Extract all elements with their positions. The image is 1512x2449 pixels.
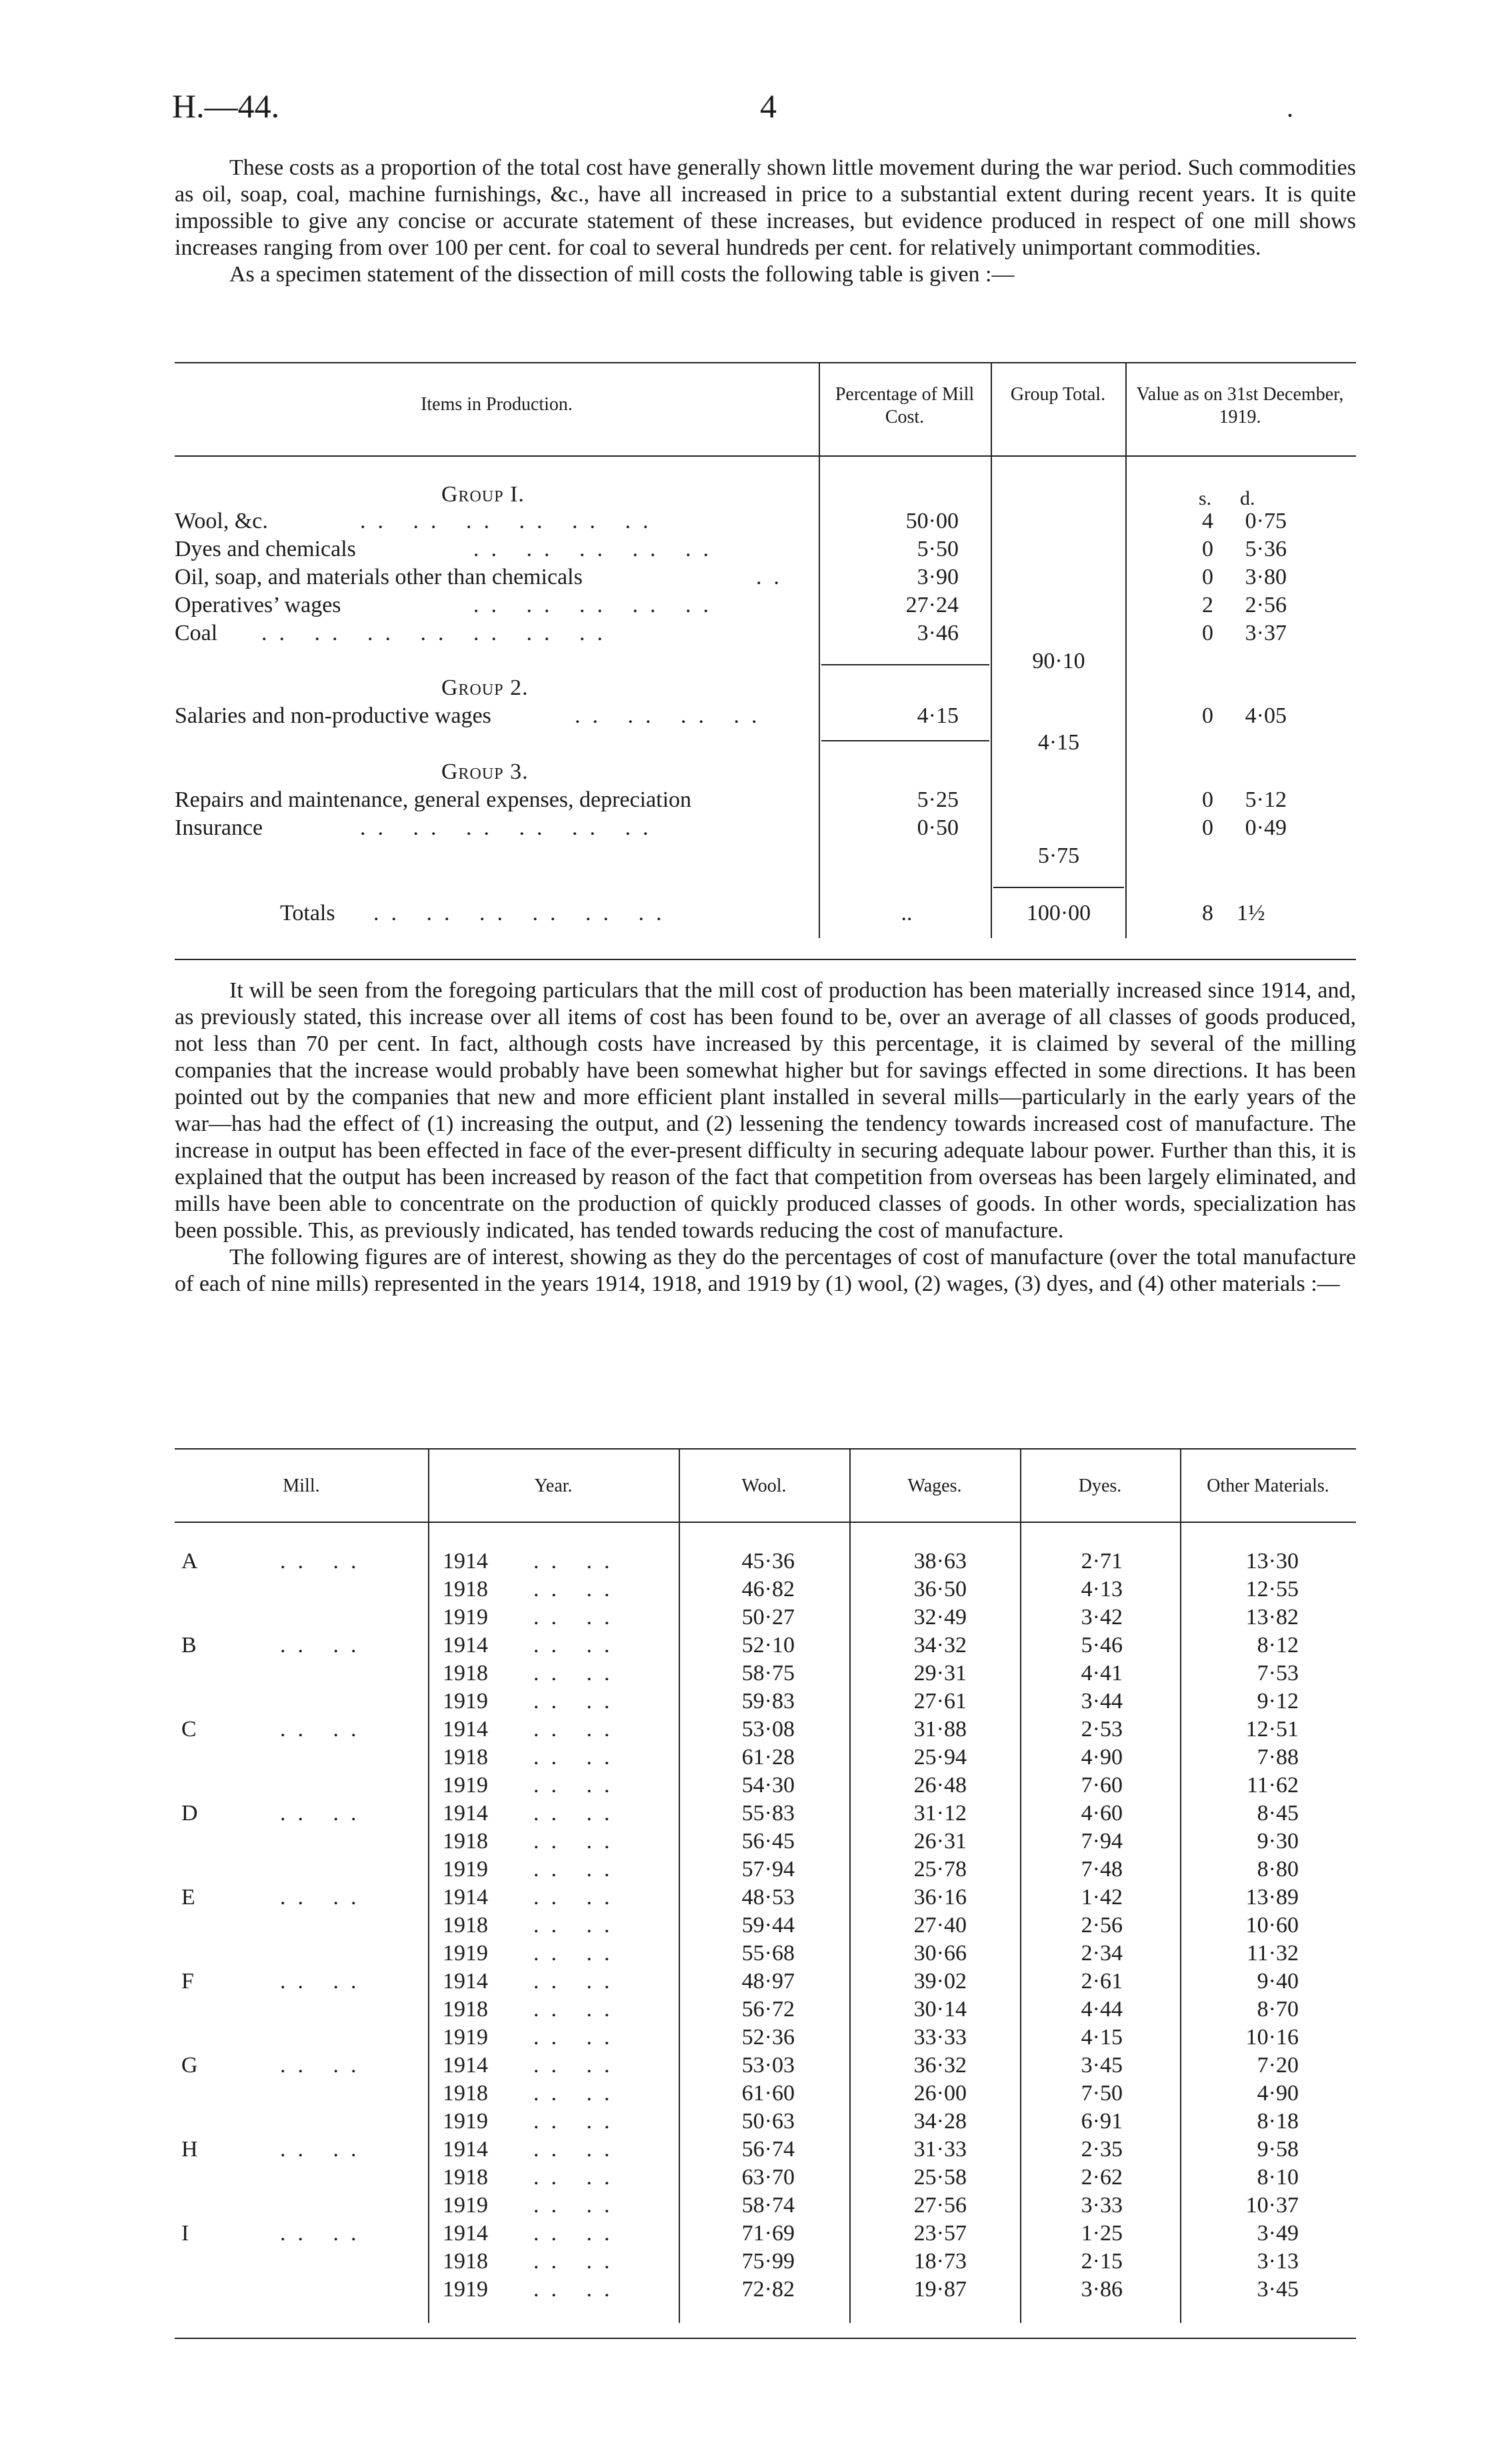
other-materials-cell: 9·12 [1257, 1689, 1299, 1714]
year-cell: 1919 [443, 1605, 488, 1630]
pence-heading: d. [1240, 487, 1255, 509]
shillings-value: 0 [1202, 537, 1213, 561]
year-cell: 1919 [443, 1773, 488, 1798]
leader-dots: .. .. [533, 2277, 622, 2302]
year-cell: 1914 [443, 2137, 488, 2162]
leader-dots: .. .. [280, 1633, 369, 1658]
group-3-total: 5·75 [1037, 843, 1080, 868]
pence-value: 5·12 [1245, 787, 1287, 812]
year-cell: 1919 [443, 2193, 488, 2218]
col-percentage-header: Percentage of Mill Cost. [835, 384, 975, 427]
wages-cell: 33·33 [913, 2025, 967, 2050]
leader-dots: .. .. [533, 1773, 622, 1798]
col-mill-header: Mill. [283, 1476, 320, 1496]
document-code: H.—44. [172, 87, 280, 125]
wool-cell: 75·99 [741, 2249, 795, 2274]
header-mark: . [1287, 93, 1293, 123]
year-cell: 1919 [443, 2025, 488, 2050]
percent-value: 27·24 [905, 593, 959, 617]
discussion-text [175, 977, 1356, 1298]
leader-dots: .. .. [533, 1885, 622, 1910]
leader-dots: .. .. [280, 2053, 369, 2078]
pence-value: 4·05 [1245, 703, 1287, 728]
wool-cell: 48·97 [741, 1969, 795, 1994]
item-label: Salaries and non-productive wages [175, 703, 491, 728]
leader-dots: .. .. [533, 1689, 622, 1714]
year-cell: 1914 [443, 2053, 488, 2078]
shillings-value: 0 [1202, 621, 1213, 645]
year-cell: 1914 [443, 1801, 488, 1826]
wool-cell: 61·60 [741, 2081, 795, 2106]
year-cell: 1918 [443, 2081, 488, 2106]
other-materials-cell: 8·45 [1257, 1801, 1299, 1826]
wool-cell: 56·45 [741, 1829, 795, 1854]
dyes-cell: 3·86 [1081, 2277, 1123, 2302]
leader-dots: .. .. [280, 1549, 369, 1574]
other-materials-cell: 4·90 [1257, 2081, 1299, 2106]
wages-cell: 34·32 [913, 1633, 967, 1658]
leader-dots: .. .. [533, 1913, 622, 1938]
wool-cell: 59·83 [741, 1689, 795, 1714]
pence-value: 5·36 [1245, 537, 1287, 561]
wool-cell: 50·63 [741, 2109, 795, 2134]
item-label: Operatives’ wages [175, 593, 341, 617]
mill-cell: D [181, 1801, 198, 1826]
year-cell: 1914 [443, 1549, 488, 1574]
wages-cell: 26·48 [913, 1773, 967, 1798]
dyes-cell: 2·71 [1081, 1549, 1123, 1574]
shillings-heading: s. [1199, 487, 1212, 509]
wool-cell: 61·28 [741, 1745, 795, 1770]
mill-cell: H [181, 2137, 198, 2162]
wages-cell: 38·63 [913, 1549, 967, 1574]
percent-value: 3·90 [917, 565, 959, 589]
dyes-cell: 2·61 [1081, 1969, 1123, 1994]
wool-cell: 52·36 [741, 2025, 795, 2050]
year-cell: 1919 [443, 2109, 488, 2134]
leader-dots: .. .. [533, 1549, 622, 1574]
year-cell: 1914 [443, 1633, 488, 1658]
col-wages-header: Wages. [907, 1476, 962, 1496]
dyes-cell: 4·15 [1081, 2025, 1123, 2050]
leader-dots: .. .. [533, 1577, 622, 1602]
dyes-cell: 2·56 [1081, 1913, 1123, 1938]
leader-dots: .. .. [533, 2193, 622, 2218]
wages-cell: 26·31 [913, 1829, 967, 1854]
wool-cell: 54·30 [741, 1773, 795, 1798]
dyes-cell: 4·13 [1081, 1577, 1123, 1602]
paragraph: It will be seen from the foregoing particulars that the mill cost of production has been materially increased since 1914, and, as previously stated, this increase over all items of cost has been found to be, over an average of all classes of goods produced, not less than 70 per cent. In fact, although costs have increased by this percentage, it is claimed by several of the milling companies that the increase would probably have been somewhat higher but for savings effected in some directions. It has been pointed out by the companies that new and more efficient plant installed in several mills—particularly in the early years of the war—has had the effect of (1) increasing the output, and (2) lessening the tendency towards increased cost of manufacture. The increase in output has been effected in face of the ever-present difficulty in securing adequate labour power. Further than this, it is explained that the output has been increased by reason of the fact that competition from overseas has been largely eliminated, and mills have been able to concentrate on the production of quickly produced classes of goods. In other words, specialization has been possible. This, as previously indicated, has tended towards reducing the cost of manufacture. [175, 978, 1356, 1243]
dyes-cell: 4·44 [1081, 1997, 1123, 2022]
other-materials-cell: 12·55 [1245, 1577, 1299, 1602]
other-materials-cell: 9·40 [1257, 1969, 1299, 1994]
other-materials-cell: 7·20 [1257, 2053, 1299, 2078]
dyes-cell: 3·42 [1081, 1605, 1123, 1630]
other-materials-cell: 7·88 [1257, 1745, 1299, 1770]
other-materials-cell: 8·70 [1257, 1997, 1299, 2022]
group-1-total: 90·10 [1032, 649, 1085, 673]
percent-value: 3·46 [917, 621, 959, 645]
wool-cell: 55·83 [741, 1801, 795, 1826]
leader-dots: .. .. [533, 2025, 622, 2050]
shillings-value: 0 [1202, 703, 1213, 728]
shillings-value: 0 [1202, 565, 1213, 589]
other-materials-cell: 12·51 [1245, 1717, 1299, 1742]
leader-dots: .. .. [533, 2081, 622, 2106]
year-cell: 1918 [443, 1997, 488, 2022]
wool-cell: 71·69 [741, 2221, 795, 2246]
wages-cell: 27·61 [913, 1689, 967, 1714]
dyes-cell: 2·62 [1081, 2165, 1123, 2190]
paragraph: These costs as a proportion of the total cost have generally shown little movement during the war period. Such commodities as oil, soap, coal, machine furnishings, &c., have all increased in price to a substantial extent during recent years. It is quite impossible to give any concise or accurate statement of these increases, but evidence produced in respect of one mill shows increases ranging from over 100 per cent. for coal to several hundreds per cent. for relatively unimportant commodities. [175, 155, 1356, 260]
wages-cell: 23·57 [913, 2221, 967, 2246]
col-year-header: Year. [534, 1476, 573, 1496]
group-1-label: Group I. [441, 482, 525, 507]
wages-cell: 36·32 [913, 2053, 967, 2078]
percent-value: 5·25 [917, 787, 959, 812]
item-label: Dyes and chemicals [175, 537, 356, 561]
dyes-cell: 6·91 [1081, 2109, 1123, 2134]
pence-value: 2·56 [1245, 593, 1287, 617]
col-value-header: Value as on 31st December, 1919. [1136, 384, 1344, 427]
wool-cell: 59·44 [741, 1913, 795, 1938]
leader-dots: .. .. [280, 1969, 369, 1994]
wool-cell: 72·82 [741, 2277, 795, 2302]
dyes-cell: 1·42 [1081, 1885, 1123, 1910]
year-cell: 1914 [443, 2221, 488, 2246]
dyes-cell: 7·50 [1081, 2081, 1123, 2106]
mill-cell: I [181, 2221, 189, 2246]
dyes-cell: 3·44 [1081, 1689, 1123, 1714]
pence-value: 0·49 [1245, 815, 1287, 840]
col-items-header: Items in Production. [421, 394, 573, 415]
other-materials-cell: 13·89 [1245, 1885, 1299, 1910]
dyes-cell: 7·94 [1081, 1829, 1123, 1854]
other-materials-cell: 8·18 [1257, 2109, 1299, 2134]
col-wool-header: Wool. [741, 1476, 787, 1496]
wool-cell: 56·74 [741, 2137, 795, 2162]
other-materials-cell: 9·58 [1257, 2137, 1299, 2162]
other-materials-cell: 9·30 [1257, 1829, 1299, 1854]
leader-dots: .. .. [533, 1633, 622, 1658]
leader-dots: .. .. [533, 1941, 622, 1966]
col-dyes-header: Dyes. [1078, 1476, 1122, 1496]
wages-cell: 31·88 [913, 1717, 967, 1742]
item-label: Coal [175, 621, 218, 645]
wool-cell: 63·70 [741, 2165, 795, 2190]
wages-cell: 25·94 [913, 1745, 967, 1770]
pence-value: 3·37 [1245, 621, 1287, 645]
wages-cell: 30·66 [913, 1941, 967, 1966]
other-materials-cell: 8·10 [1257, 2165, 1299, 2190]
leader-dots: .. .. [280, 1801, 369, 1826]
other-materials-cell: 3·45 [1257, 2277, 1299, 2302]
other-materials-cell: 10·60 [1245, 1913, 1299, 1938]
other-materials-cell: 11·62 [1246, 1773, 1299, 1798]
leader-dots: .. .. [533, 2109, 622, 2134]
leader-dots: .. .. [533, 2165, 622, 2190]
wages-cell: 19·87 [913, 2277, 967, 2302]
percent-value: 4·15 [917, 703, 959, 728]
leader-dots: .. .. [533, 2137, 622, 2162]
wages-cell: 36·16 [913, 1885, 967, 1910]
mill-cell: C [181, 1717, 197, 1742]
group-2-label: Group 2. [441, 675, 529, 700]
mill-cell: F [181, 1969, 194, 1994]
pence-value: 0·75 [1245, 509, 1287, 533]
other-materials-cell: 13·82 [1245, 1605, 1299, 1630]
other-materials-cell: 13·30 [1245, 1549, 1299, 1574]
paragraph: As a specimen statement of the dissection of mill costs the following table is given :— [229, 262, 1015, 287]
dyes-cell: 3·45 [1081, 2053, 1123, 2078]
leader-dots: .. .. [533, 2221, 622, 2246]
year-cell: 1918 [443, 1913, 488, 1938]
wages-cell: 39·02 [913, 1969, 967, 1994]
percent-value: 5·50 [917, 537, 959, 561]
wages-cell: 31·33 [913, 2137, 967, 2162]
totals-pence: 1½ [1237, 901, 1265, 925]
dyes-cell: 2·53 [1081, 1717, 1123, 1742]
leader-dots: .. .. [533, 1745, 622, 1770]
shillings-value: 0 [1202, 815, 1213, 840]
other-materials-cell: 8·12 [1257, 1633, 1299, 1658]
wool-cell: 56·72 [741, 1997, 795, 2022]
wool-cell: 53·03 [741, 2053, 795, 2078]
mill-cell: B [181, 1633, 197, 1658]
leader-dots: .. .. [533, 2249, 622, 2274]
other-materials-cell: 7·53 [1257, 1661, 1299, 1686]
wool-cell: 50·27 [741, 1605, 795, 1630]
dyes-cell: 7·48 [1081, 1857, 1123, 1882]
leader-dots: .. .. [280, 2221, 369, 2246]
other-materials-cell: 11·32 [1246, 1941, 1299, 1966]
leader-dots: .. .. [533, 1857, 622, 1882]
year-cell: 1914 [443, 1969, 488, 1994]
wool-cell: 52·10 [741, 1633, 795, 1658]
other-materials-cell: 10·37 [1245, 2193, 1299, 2218]
year-cell: 1919 [443, 1857, 488, 1882]
leader-dots: .. .. [280, 1885, 369, 1910]
totals-group-total: 100·00 [1026, 901, 1091, 925]
shillings-value: 0 [1202, 787, 1213, 812]
dyes-cell: 4·60 [1081, 1801, 1123, 1826]
paragraph: The following figures are of interest, showing as they do the percentages of cost of manufacture (over the total manufacture of each of nine mills) represented in the years 1914, 1918, and 1919 by (1) wool, (2) wages, (3) dyes, and (4) other materials :— [175, 1245, 1356, 1296]
dyes-cell: 4·90 [1081, 1745, 1123, 1770]
shillings-value: 4 [1202, 509, 1213, 533]
year-cell: 1919 [443, 1689, 488, 1714]
year-cell: 1918 [443, 2165, 488, 2190]
leader-dots: .. .. [533, 1997, 622, 2022]
mill-cell: E [181, 1885, 195, 1910]
dyes-cell: 4·41 [1081, 1661, 1123, 1686]
group-3-label: Group 3. [441, 759, 529, 784]
wages-cell: 25·78 [913, 1857, 967, 1882]
leader-dots: .. .. [533, 1969, 622, 1994]
year-cell: 1918 [443, 1745, 488, 1770]
other-materials-cell: 10·16 [1245, 2025, 1299, 2050]
wages-cell: 29·31 [913, 1661, 967, 1686]
page-number: 4 [760, 87, 777, 125]
wool-cell: 58·74 [741, 2193, 795, 2218]
wages-cell: 31·12 [913, 1801, 967, 1826]
leader-dots: .. .. [280, 1717, 369, 1742]
wages-cell: 26·00 [913, 2081, 967, 2106]
item-label: Repairs and maintenance, general expenses, depreciation [175, 787, 692, 812]
col-group-total-header: Group Total. [1010, 384, 1106, 405]
year-cell: 1918 [443, 1829, 488, 1854]
wool-cell: 45·36 [741, 1549, 795, 1574]
pence-value: 3·80 [1245, 565, 1287, 589]
wool-cell: 48·53 [741, 1885, 795, 1910]
totals-shillings: 8 [1202, 901, 1213, 925]
dyes-cell: 2·15 [1081, 2249, 1123, 2274]
leader-dots: .. .. [533, 1717, 622, 1742]
wages-cell: 27·56 [913, 2193, 967, 2218]
totals-label: Totals [280, 901, 335, 925]
shillings-value: 2 [1202, 593, 1213, 617]
year-cell: 1914 [443, 1717, 488, 1742]
item-label: Wool, &c. [175, 509, 268, 533]
other-materials-cell: 3·49 [1257, 2221, 1299, 2246]
year-cell: 1919 [443, 2277, 488, 2302]
totals-percent: .. [901, 901, 913, 925]
intro-text [175, 155, 1356, 288]
leader-dots: .. .. [533, 1605, 622, 1630]
wages-cell: 18·73 [913, 2249, 967, 2274]
year-cell: 1914 [443, 1885, 488, 1910]
wages-cell: 32·49 [913, 1605, 967, 1630]
wages-cell: 36·50 [913, 1577, 967, 1602]
col-other-materials-header: Other Materials. [1207, 1476, 1329, 1496]
dyes-cell: 2·34 [1081, 1941, 1123, 1966]
wool-cell: 53·08 [741, 1717, 795, 1742]
wool-cell: 46·82 [741, 1577, 795, 1602]
year-cell: 1918 [443, 1577, 488, 1602]
mill-cell: A [181, 1549, 198, 1574]
percent-value: 0·50 [917, 815, 959, 840]
dyes-cell: 1·25 [1081, 2221, 1123, 2246]
year-cell: 1918 [443, 2249, 488, 2274]
dyes-cell: 5·46 [1081, 1633, 1123, 1658]
wages-cell: 25·58 [913, 2165, 967, 2190]
item-label: Oil, soap, and materials other than chemicals [175, 565, 583, 589]
leader-dots: .. .. [280, 2137, 369, 2162]
other-materials-cell: 8·80 [1257, 1857, 1299, 1882]
leader-dots: .. .. [533, 1661, 622, 1686]
dyes-cell: 7·60 [1081, 1773, 1123, 1798]
wages-cell: 34·28 [913, 2109, 967, 2134]
mill-cell: G [181, 2053, 198, 2078]
wages-cell: 27·40 [913, 1913, 967, 1938]
item-label: Insurance [175, 815, 263, 840]
leader-dots: .. .. [533, 1829, 622, 1854]
other-materials-cell: 3·13 [1257, 2249, 1299, 2274]
wool-cell: 58·75 [741, 1661, 795, 1686]
year-cell: 1919 [443, 1941, 488, 1966]
wages-cell: 30·14 [913, 1997, 967, 2022]
dyes-cell: 2·35 [1081, 2137, 1123, 2162]
percent-value: 50·00 [905, 509, 959, 533]
year-cell: 1918 [443, 1661, 488, 1686]
wool-cell: 55·68 [741, 1941, 795, 1966]
dyes-cell: 3·33 [1081, 2193, 1123, 2218]
group-2-total: 4·15 [1037, 730, 1080, 755]
wool-cell: 57·94 [741, 1857, 795, 1882]
leader-dots: .. .. [533, 2053, 622, 2078]
leader-dots: .. .. [533, 1801, 622, 1826]
